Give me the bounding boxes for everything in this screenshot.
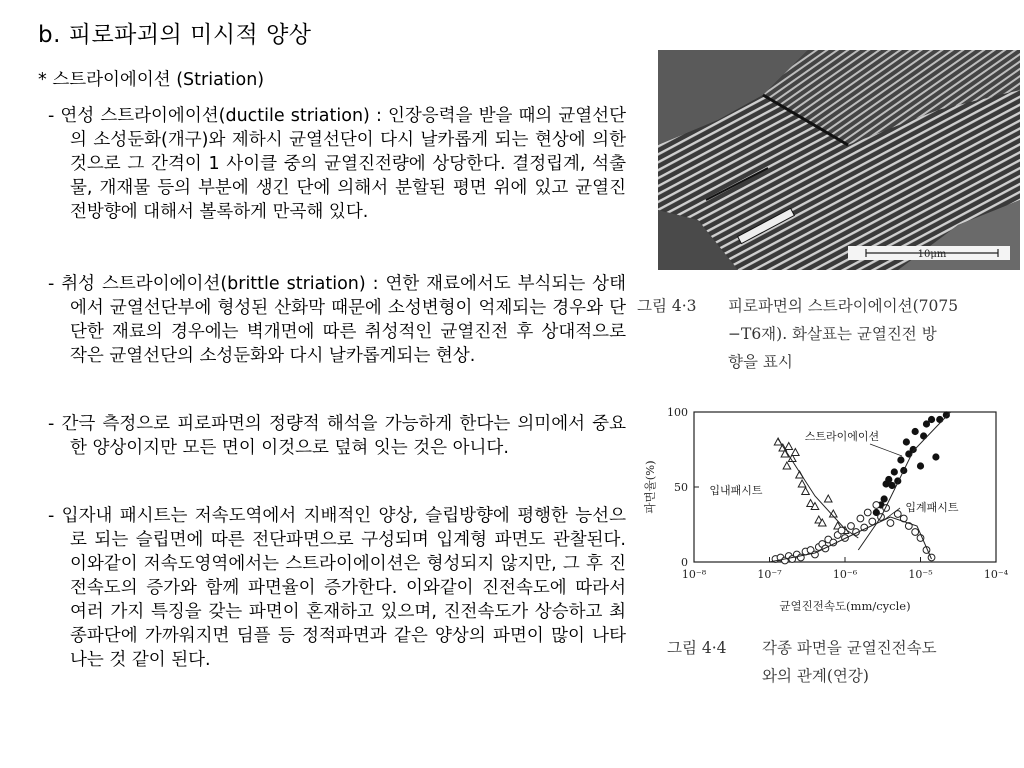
y-tick-label: 100 — [667, 406, 688, 419]
intergranular-facet-point — [848, 523, 855, 530]
x-tick-label: 10⁻⁷ — [757, 568, 782, 581]
annotation-intergranular-facet: 입계패시트 — [905, 501, 959, 514]
x-tick-label: 10⁻⁵ — [908, 568, 933, 581]
annotation-transgranular-facet: 입내패시트 — [709, 484, 763, 497]
transgranular-facet-point — [785, 443, 793, 450]
striation-point — [912, 428, 919, 435]
figure2-caption-line2: 와의 관계(연강) — [762, 667, 869, 685]
figure1-caption-line2: −T6재). 화살표는 균열진전 방 — [728, 325, 937, 343]
figure1-caption-line1: 피로파면의 스트라이에이션(7075 — [728, 297, 959, 315]
intergranular-facet-point — [857, 515, 864, 522]
intergranular-facet-point — [887, 520, 894, 527]
paragraph-spacing-measurement: - 간극 측정으로 피로파면의 정량적 해석을 가능하게 한다는 의미에서 중요한 양상이지만 모든 면이 이것으로 덮혀 잇는 것은 아니다. — [48, 414, 626, 458]
striation-leader-line — [870, 444, 902, 456]
figure2-caption-line1: 각종 파면을 균열진전속도 — [762, 639, 937, 657]
striation-point — [920, 432, 927, 439]
annotation-striation: 스트라이에이션 — [804, 430, 880, 443]
chart-svg — [632, 398, 1024, 620]
page-title: b. 피로파괴의 미시적 양상 — [38, 22, 312, 48]
striation-point — [881, 495, 888, 502]
paragraph-facets: - 입자내 패시트는 저속도역에서 지배적인 양상, 슬립방향에 평행한 능선으로 되는 슬립면에 따른 전단파면으로 구성되며 입계형 파면도 관찰된다. 이와같이 저속도영역에서는 스트라이에이션은 형성되지 않지만, 그 후 진전속도의 증가와 함께 파면율이 증가한다. 이와같이 진전속도에 따라서 여러 가지 특징을 갖는 파면이 혼재하고 있으며, 진전속도가 상승하고 최종파단에 가까워지면 딤플 등 정적파면과 같은 양상의 파면이 많이 나타나는 것 같이 된다. — [48, 506, 626, 670]
striation-point — [903, 438, 910, 445]
striation-point — [928, 416, 935, 423]
scale-bar-label: 10μm — [917, 249, 947, 260]
x-tick-label: 10⁻⁶ — [832, 568, 858, 581]
striation-micrograph — [658, 50, 1020, 270]
y-tick-label: 50 — [674, 481, 688, 494]
x-tick-label: 10⁻⁴ — [983, 568, 1009, 581]
transgranular-facet-point — [783, 462, 791, 469]
section-subheading: * 스트라이에이션 (Striation) — [38, 70, 265, 90]
striation-point — [897, 456, 904, 463]
paragraph-ductile-striation: - 연성 스트라이에이션(ductile striation) : 인장응력을 받을 때의 균열선단의 소성둔화(개구)와 제하시 균열선단이 다시 날카롭게 되는 현상에 의한 것으로 그 간격이 1 사이클 중의 균열진전량에 상당한다. 결정립계, 석출물, 개재물 등의 부분에 생긴 단에 의해서 분할된 평면 위에 있고 균열진전방향에 대해서 볼록하게 만곡해 있다. — [48, 106, 626, 222]
chart-labels — [643, 406, 1009, 613]
striation-point — [888, 482, 895, 489]
paragraph-brittle-striation: - 취성 스트라이에이션(brittle striation) : 연한 재료에서도 부식되는 상태에서 균열선단부에 형성된 산화막 때문에 소성변형이 억제되는 경우와 단단한 재료의 경우에는 벽개면에 따른 취성적인 균열진전 후 상대적으로 작은 균열선단의 소성둔화와 다시 날카롭게되는 현상. — [48, 274, 626, 366]
striation-point — [891, 468, 898, 475]
striation-point — [917, 462, 924, 469]
intergranular-facet-point — [912, 529, 919, 536]
y-tick-label: 0 — [681, 556, 688, 569]
striation-point — [932, 453, 939, 460]
micrograph-image — [658, 50, 1020, 270]
figure1-caption-line3: 향을 표시 — [728, 353, 793, 371]
intergranular-facet-point — [928, 554, 935, 561]
striation-point — [936, 416, 943, 423]
figure1-caption-number: 그림 4·3 — [637, 297, 697, 315]
x-tick-label: 10⁻⁸ — [681, 568, 707, 581]
x-axis-label: 균열진전속도(mm/cycle) — [779, 599, 911, 613]
y-axis-label: 파면율(%) — [643, 460, 657, 514]
transgranular-facet-point — [802, 488, 810, 495]
intergranular-facet-point — [864, 509, 871, 516]
transgranular-facet-point — [824, 495, 832, 502]
fracture-ratio-chart — [632, 398, 1024, 620]
intergranular-facet-point — [873, 502, 880, 509]
striation-point — [943, 411, 950, 418]
figure2-caption-number: 그림 4·4 — [667, 639, 727, 657]
